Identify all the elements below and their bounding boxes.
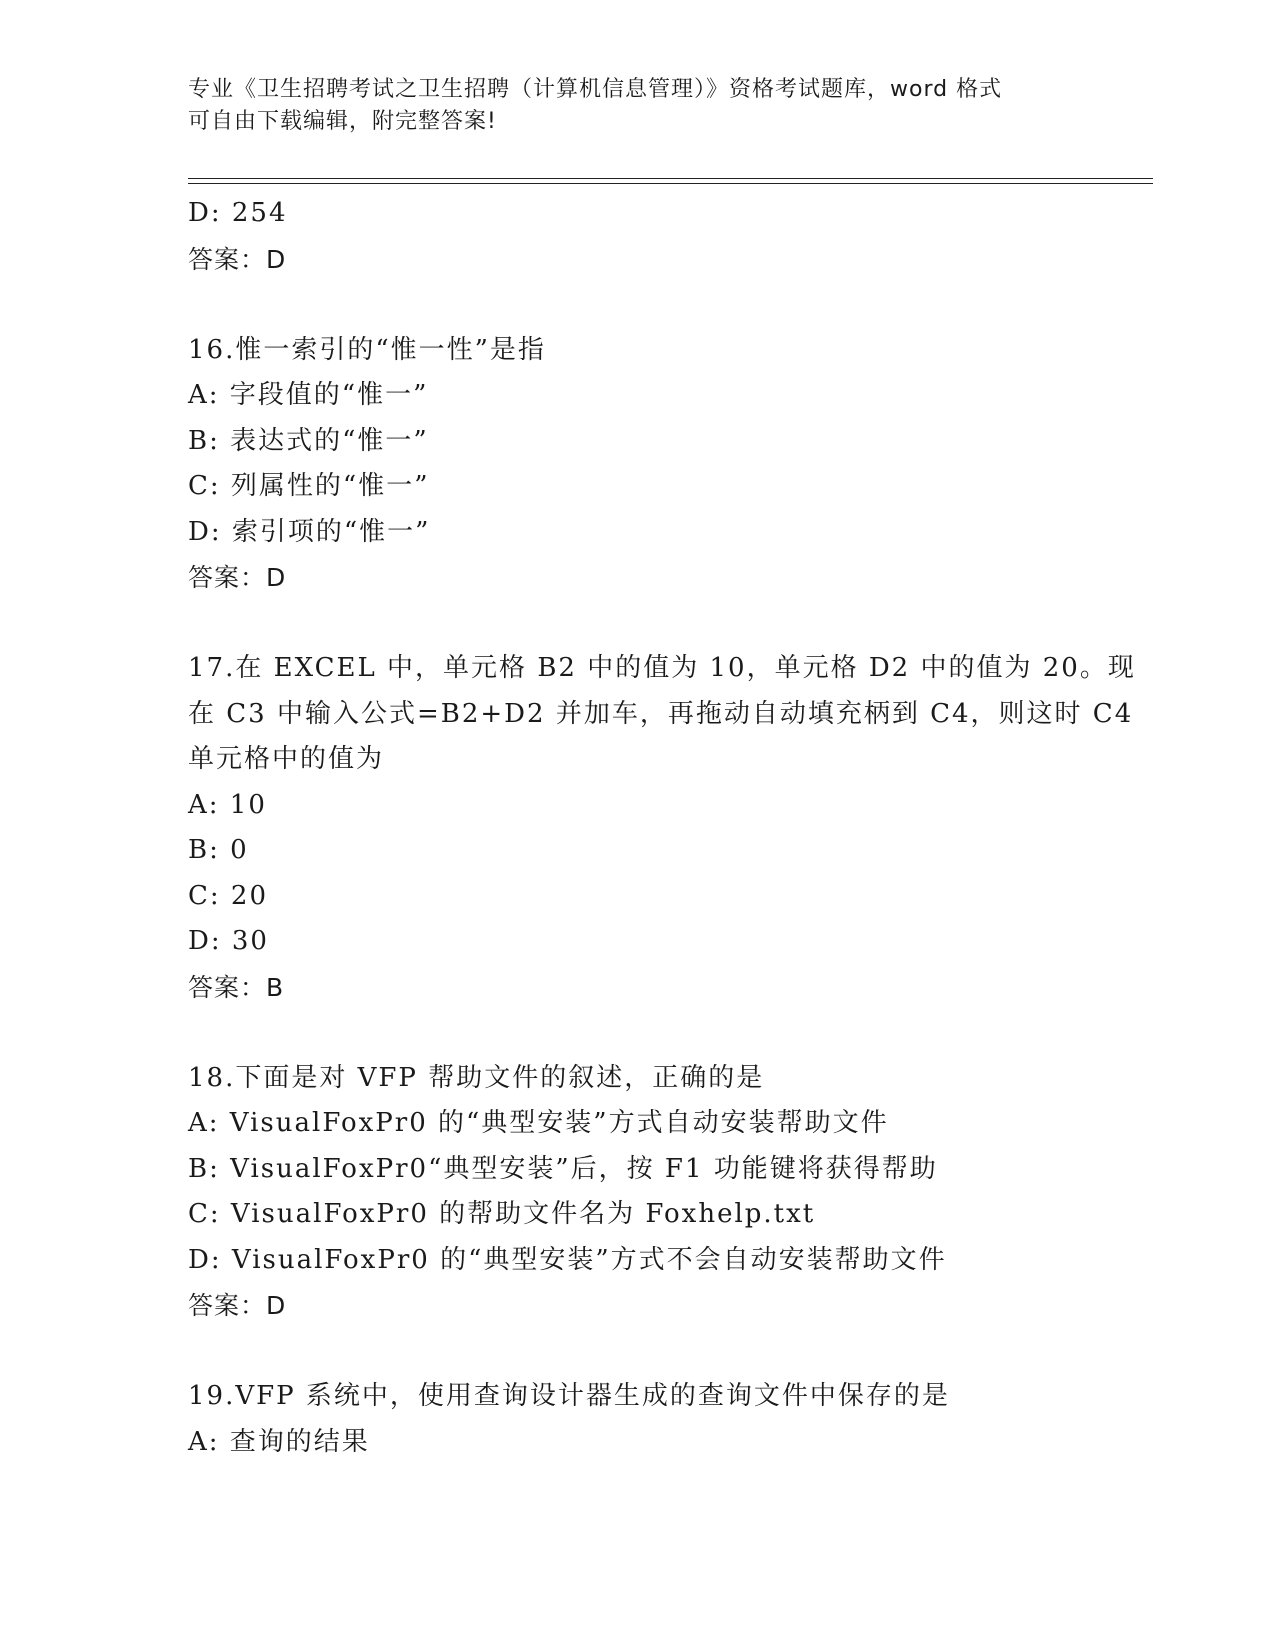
question-18 — [188, 1056, 1088, 1329]
option-b: B: 表达式的“惟一” — [188, 425, 429, 456]
option-a: A: 10 — [188, 789, 267, 820]
header-line-2: 可自由下载编辑，附完整答案! — [188, 109, 497, 134]
question-15-tail — [188, 191, 1088, 282]
question-stem-line-2: 在 C3 中输入公式=B2+D2 并加车，再拖动自动填充柄到 C4，则这时 C4 — [188, 698, 1134, 729]
answer: 答案：B — [188, 972, 285, 1002]
question-stem: 18.下面是对 VFP 帮助文件的叙述，正确的是 — [188, 1062, 765, 1093]
option-b: B: VisualFoxPr0“典型安装”后，按 F1 功能键将获得帮助 — [188, 1153, 938, 1184]
question-stem: 16.惟一索引的“惟一性”是指 — [188, 334, 546, 365]
header-divider-top — [188, 178, 1153, 179]
answer: 答案：D — [188, 244, 287, 274]
header-line-1: 专业《卫生招聘考试之卫生招聘（计算机信息管理）》资格考试题库，word 格式 — [188, 77, 1003, 102]
option-d: D: 索引项的“惟一” — [188, 516, 431, 547]
option-d: D: VisualFoxPr0 的“典型安装”方式不会自动安装帮助文件 — [188, 1244, 947, 1275]
option-c: C: VisualFoxPr0 的帮助文件名为 Foxhelp.txt — [188, 1199, 816, 1229]
answer: 答案：D — [188, 563, 287, 592]
document-header — [188, 74, 1088, 138]
question-stem: 19.VFP 系统中，使用查询设计器生成的查询文件中保存的是 — [188, 1381, 950, 1411]
option-a: A: 字段值的“惟一” — [188, 380, 429, 410]
header-divider-bottom — [188, 183, 1153, 184]
option-c: C: 列属性的“惟一” — [188, 471, 430, 501]
question-16 — [188, 328, 1088, 601]
question-17 — [188, 646, 1136, 1010]
answer: 答案：D — [188, 1291, 287, 1320]
option-c: C: 20 — [188, 880, 269, 911]
option-a: A: 查询的结果 — [188, 1426, 370, 1457]
option-d: D: 254 — [188, 198, 288, 228]
option-a: A: VisualFoxPr0 的“典型安装”方式自动安装帮助文件 — [188, 1108, 889, 1138]
question-stem-line-3: 单元格中的值为 — [188, 744, 385, 774]
option-b: B: 0 — [188, 835, 249, 865]
option-d: D: 30 — [188, 926, 269, 956]
question-stem-line-1: 17.在 EXCEL 中，单元格 B2 中的值为 10，单元格 D2 中的值为 20。现 — [188, 653, 1136, 683]
question-list — [188, 191, 1136, 1465]
question-19 — [188, 1374, 1088, 1465]
